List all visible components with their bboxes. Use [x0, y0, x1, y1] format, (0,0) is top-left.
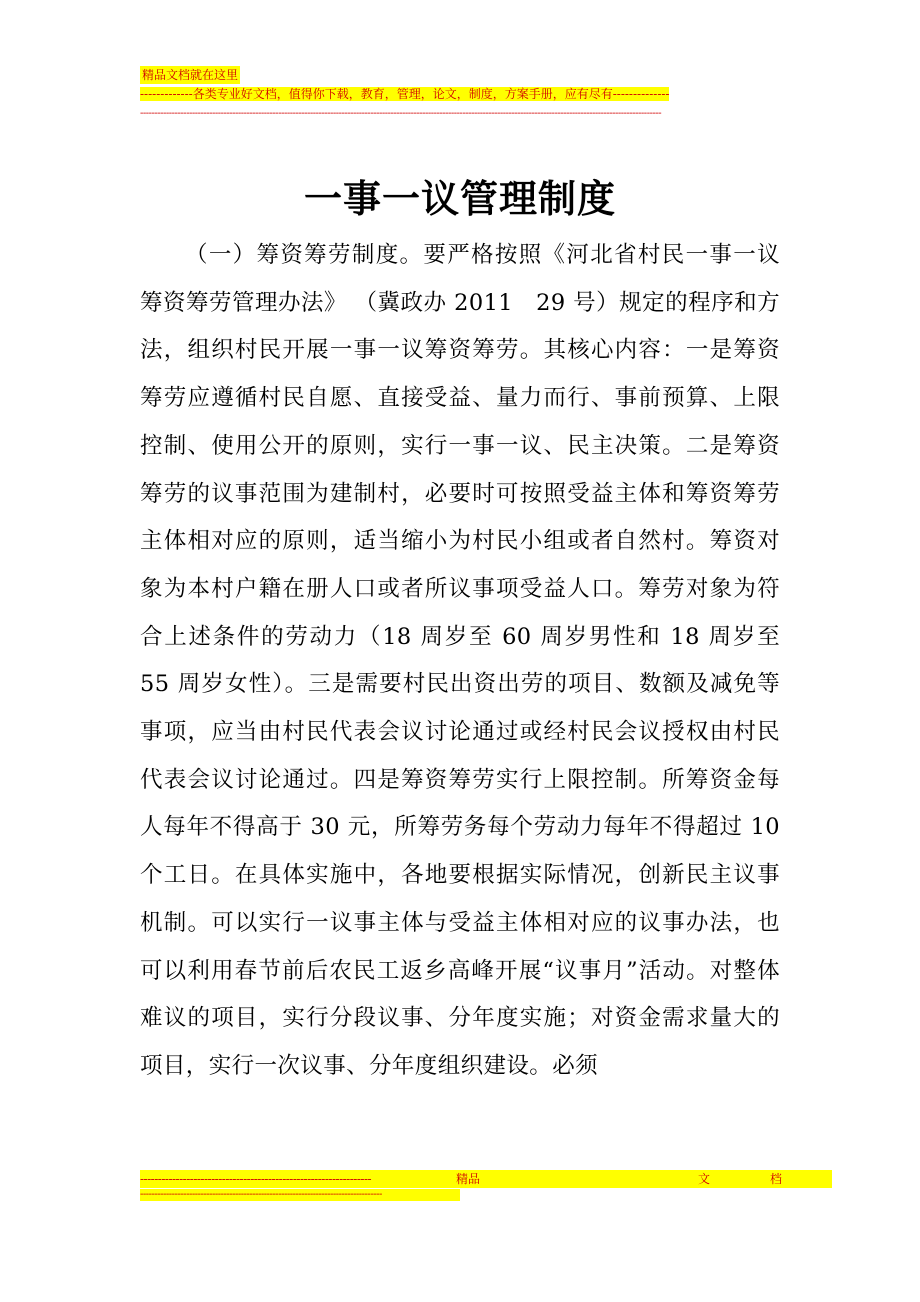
header-banner	[140, 66, 780, 103]
footer-char: 精	[456, 1172, 469, 1186]
footer-dashes: -----------------------------------------------------------------	[140, 1172, 372, 1186]
header-tagline: -------------各类专业好文档，值得你下载，教育，管理，论文，制度，方案手册，应有尽有--------------	[140, 87, 670, 101]
footer-label	[440, 1170, 832, 1188]
body-paragraph: （一）筹资筹劳制度。要严格按照《河北省村民一事一议筹资筹劳管理办法》 （冀政办 2011 29 号）规定的程序和方法，组织村民开展一事一议筹资筹劳。其核心内容：一是筹资筹劳应遵循村民自愿、直接受益、量力而行、事前预算、上限控制、使用公开的原则，实行一事一议、民主决策。二是筹资筹劳的议事范围为建制村，必要时可按照受益主体和筹资筹劳主体相对应的原则，适当缩小为村民小组或者自然村。筹资对象为本村户籍在册人口或者所议事项受益人口。筹劳对象为符合上述条件的劳动力（18 周岁至 60 周岁男性和 18 周岁至 55 周岁女性）。三是需要村民出资出劳的项目、数额及减免等事项，应当由村民代表会议讨论通过或经村民会议授权由村民代表会议讨论通过。四是筹资筹劳实行上限控制。所筹资金每人每年不得高于 30 元，所筹劳务每个劳动力每年不得超过 10 个工日。在具体实施中，各地要根据实际情况，创新民主议事机制。可以实行一议事主体与受益主体相对应的议事办法，也可以利用春节前后农民工返乡高峰开展“议事月”活动。对整体难议的项目，实行分段议事、分年度实施；对资金需求量大的项目，实行一次议事、分年度组织建设。必须	[140, 242, 780, 1079]
footer-char: 档	[769, 1172, 782, 1186]
footer-char: 文	[697, 1172, 710, 1186]
footer-banner	[140, 1170, 832, 1188]
header-rule: -------------------------------------------------------------------------------------------------------------------------------------------------------------------------------------	[140, 108, 662, 119]
site-tag: 精品文档就在这里	[142, 68, 239, 82]
footer-rule: ------------------------------------------------------------------------------------	[140, 1189, 460, 1201]
document-title: 一事一议管理制度	[303, 177, 616, 221]
footer-char: 品	[468, 1172, 481, 1186]
